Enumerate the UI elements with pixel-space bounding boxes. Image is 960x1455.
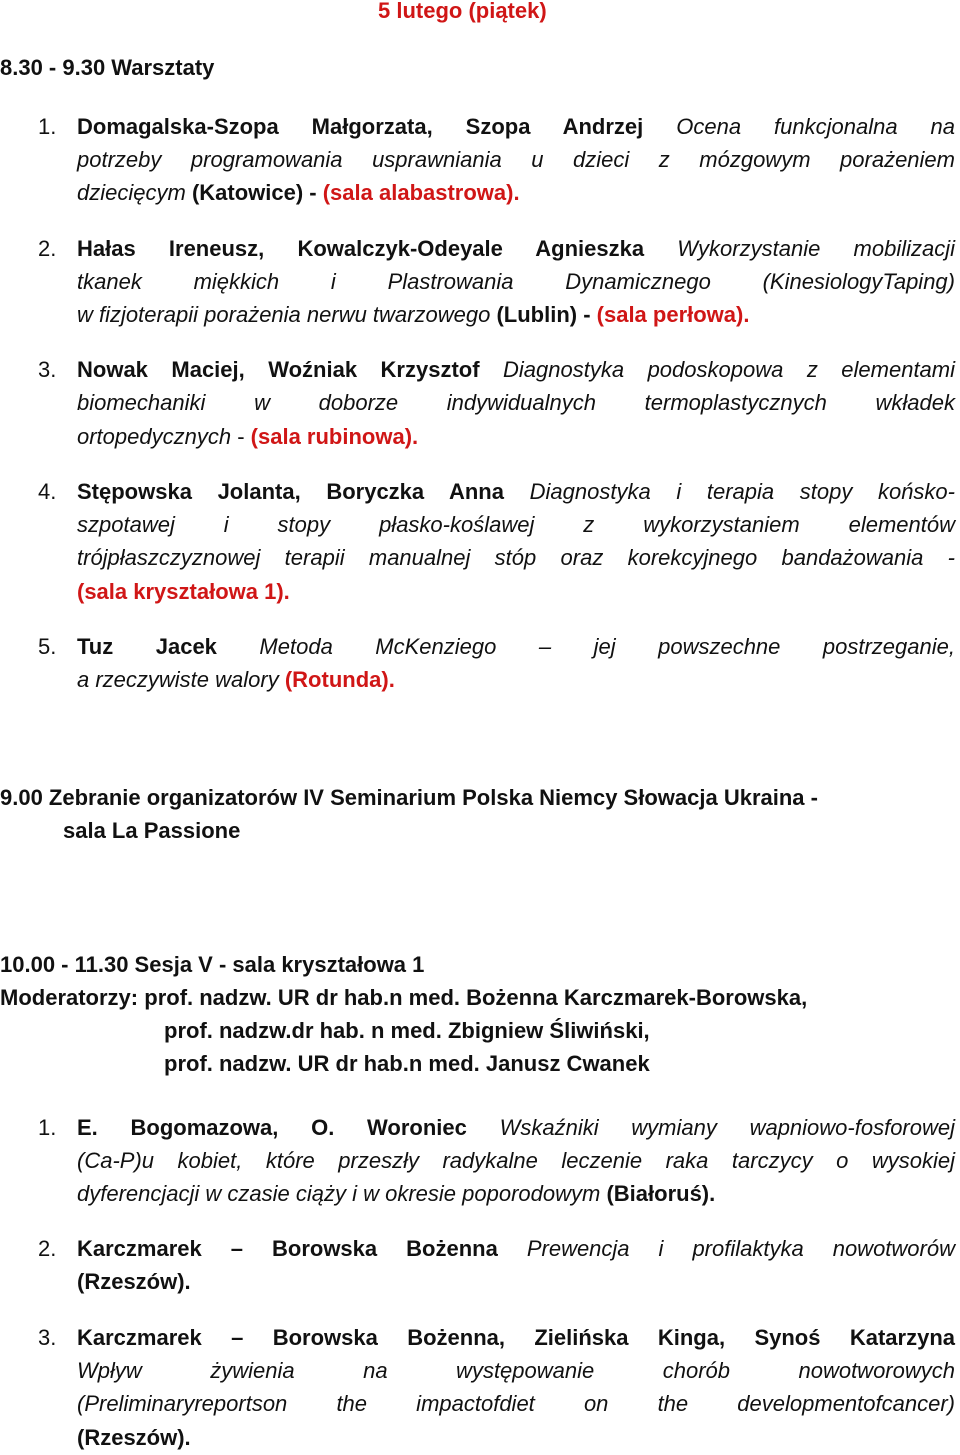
item-location: (Katowice) - — [191, 180, 323, 205]
moderator-name: prof. nadzw.dr hab. n med. Zbigniew Śliwiński, — [164, 1018, 650, 1043]
moderator-name: prof. nadzw. UR dr hab.n med. Janusz Cwanek — [164, 1051, 650, 1076]
item-line — [77, 1115, 955, 1141]
item-title: Wskaźniki wymiany wapniowo-fosforowej — [499, 1115, 956, 1140]
item-title: szpotawej i stopy płasko-koślawej z wykorzystaniem elementów — [77, 512, 955, 537]
item-title: Metoda McKenziego – jej powszechne postrzeganie, — [259, 634, 955, 659]
item-title: a rzeczywiste walory — [77, 667, 279, 692]
item-number: 5. — [38, 634, 57, 659]
item-authors: Karczmarek – Borowska Bożenna — [77, 1236, 498, 1261]
item-title: (Preliminaryreportson the impactofdiet on the developmentofcancer) — [77, 1391, 955, 1416]
item-room: (sala kryształowa 1). — [77, 579, 290, 604]
item-line — [77, 114, 955, 140]
item-number: 3. — [38, 1325, 57, 1350]
item-authors: Stępowska Jolanta, Boryczka Anna — [77, 479, 504, 504]
item-title: Ocena funkcjonalna na — [676, 114, 955, 139]
item-room: (sala rubinowa). — [250, 424, 419, 449]
item-authors: Hałas Ireneusz, Kowalczyk-Odeyale Agnieszka — [77, 236, 645, 261]
moderators-label: Moderatorzy: — [0, 985, 145, 1010]
item-authors: Karczmarek – Borowska Bożenna, Zielińska Kinga, Synoś Katarzyna — [77, 1325, 955, 1350]
item-room: (sala alabastrowa). — [322, 180, 520, 205]
item-number: 2. — [38, 236, 57, 261]
item-line — [77, 180, 520, 206]
item-number: 1. — [38, 1115, 57, 1140]
item-line — [77, 424, 418, 450]
item-line — [77, 302, 749, 328]
item-line — [77, 236, 955, 262]
moderators-line — [0, 985, 807, 1011]
item-number: 2. — [38, 1236, 57, 1261]
item-line — [77, 479, 955, 505]
item-room: (sala perłowa). — [596, 302, 750, 327]
item-title: Diagnostyka podoskopowa z elementami — [503, 357, 956, 382]
item-room: (Rotunda). — [284, 667, 395, 692]
item-number: 1. — [38, 114, 57, 139]
item-line — [77, 634, 955, 660]
item-number: 4. — [38, 479, 57, 504]
item-title: Diagnostyka i terapia stopy końsko- — [529, 479, 955, 504]
item-authors: Domagalska-Szopa Małgorzata, Szopa Andrzej — [77, 114, 644, 139]
item-line — [77, 1236, 955, 1262]
item-title: trójpłaszczyznowej terapii manualnej stóp oraz korekcyjnego bandażowania - — [77, 545, 955, 570]
item-title: (Ca-P)u kobiet, które przeszły radykalne leczenie raka tarczycy o wysokiej — [77, 1148, 955, 1173]
item-title: w fizjoterapii porażenia nerwu twarzowego — [77, 302, 491, 327]
item-title: dyferencjacji w czasie ciąży i w okresie poporodowym — [77, 1181, 601, 1206]
item-line — [77, 667, 395, 693]
item-title: Prewencja i profilaktyka nowotworów — [526, 1236, 955, 1261]
item-authors: Tuz Jacek — [77, 634, 217, 659]
item-title: potrzeby programowania usprawniania u dzieci z mózgowym porażeniem — [77, 147, 955, 172]
item-line — [77, 357, 955, 383]
moderator-name: prof. nadzw. UR dr hab.n med. Bożenna Karczmarek-Borowska, — [144, 985, 808, 1010]
item-location: (Lublin) - — [496, 302, 597, 327]
meeting-line: 9.00 Zebranie organizatorów IV Seminarium Polska Niemcy Słowacja Ukraina - — [0, 785, 818, 810]
item-number: 3. — [38, 357, 57, 382]
item-line — [77, 1181, 715, 1207]
item-separator: - — [231, 424, 251, 449]
item-location: (Rzeszów). — [77, 1425, 191, 1450]
meeting-room: sala La Passione — [63, 818, 241, 843]
item-title: tkanek miękkich i Plastrowania Dynamicznego (KinesiologyTaping) — [77, 269, 955, 294]
item-title: dziecięcym — [77, 180, 186, 205]
workshops-time: 8.30 - 9.30 Warsztaty — [0, 55, 215, 80]
item-title: ortopedycznych — [77, 424, 232, 449]
item-title: biomechaniki w doborze indywidualnych termoplastycznych wkładek — [77, 390, 955, 415]
item-authors: E. Bogomazowa, O. Woroniec — [77, 1115, 467, 1140]
session-title: 10.00 - 11.30 Sesja V - sala kryształowa 1 — [0, 952, 425, 977]
item-authors: Nowak Maciej, Woźniak Krzysztof — [77, 357, 480, 382]
item-location: (Rzeszów). — [77, 1269, 191, 1294]
item-title: Wpływ żywienia na występowanie chorób nowotworowych — [77, 1358, 955, 1383]
item-location: (Białoruś). — [606, 1181, 716, 1206]
page-date: 5 lutego (piątek) — [378, 0, 547, 23]
item-title: Wykorzystanie mobilizacji — [677, 236, 955, 261]
